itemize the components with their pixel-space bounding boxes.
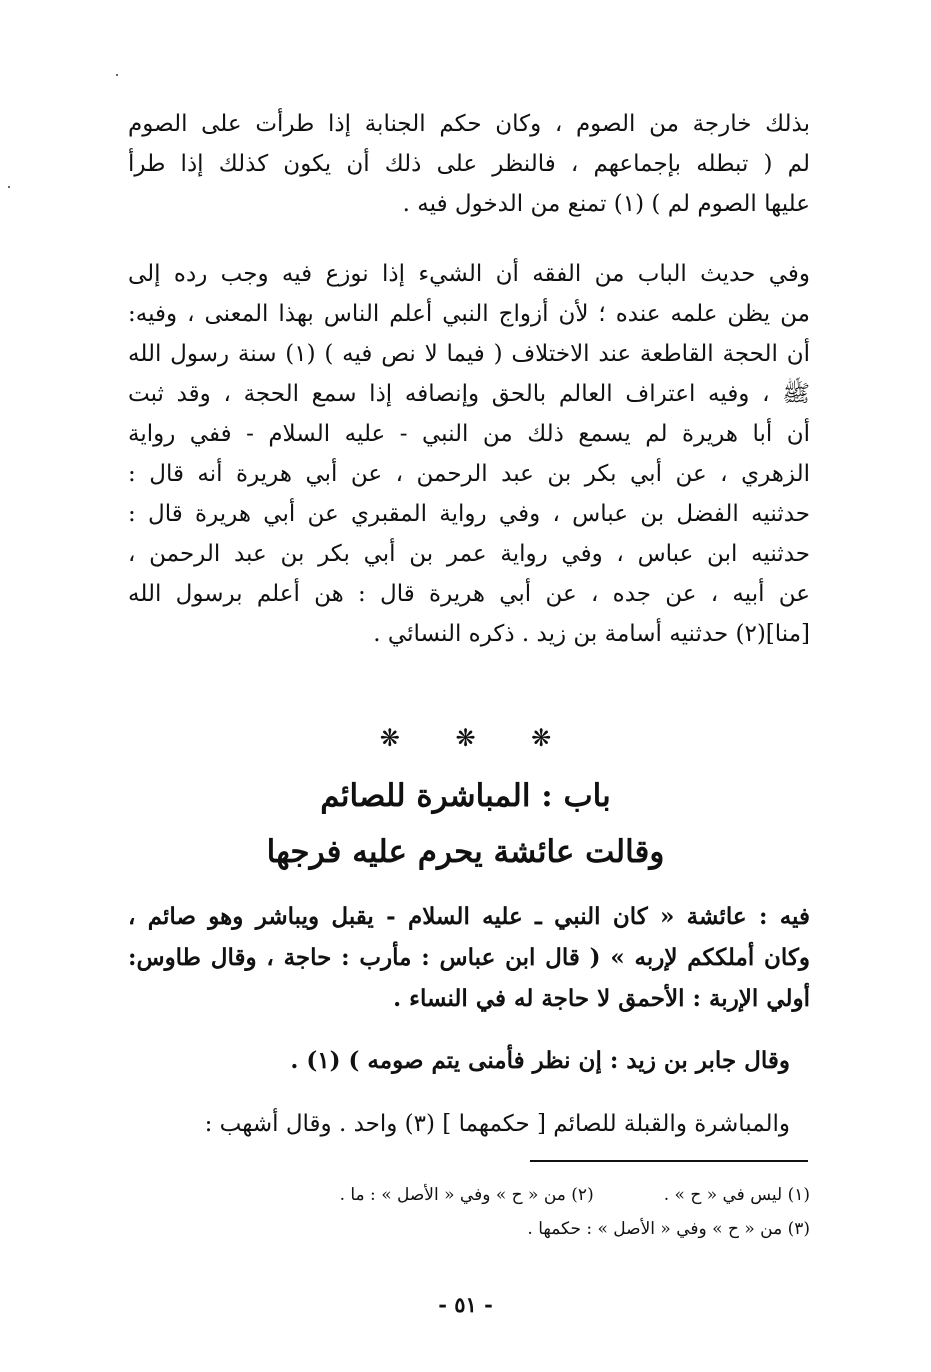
text-line: ﷺ ، وفيه اعتراف العالم بالحق وإنصافه إذا سمع الحجة ، وقد ثبت	[128, 381, 810, 407]
text-line: أولي الإربة : الأحمق لا حاجة له في النساء .	[393, 985, 810, 1012]
footnote-1: (١) ليس في « ح » .	[663, 1185, 810, 1205]
page-number: - ٥١ -	[438, 1292, 493, 1317]
text-line: أن أبا هريرة لم يسمع ذلك من النبي - عليه السلام - ففي رواية	[128, 421, 810, 447]
footnote-row	[180, 1212, 810, 1246]
footnote-3: (٣) من « ح » وفي « الأصل » : حكمها .	[527, 1219, 810, 1239]
text-line: عن أبيه ، عن جده ، عن أبي هريرة قال : هن أعلم برسول الله	[128, 581, 810, 607]
chapter-subtitle: وقالت عائشة يحرم عليه فرجها	[266, 834, 665, 870]
footnote-divider	[530, 1160, 808, 1162]
text-line: الزهري ، عن أبي بكر بن عبد الرحمن ، عن أبي هريرة أنه قال :	[128, 461, 810, 487]
section-separator: ❋ ❋ ❋	[379, 724, 552, 752]
paragraph-5	[128, 1104, 790, 1144]
footnote-2: (٢) من « ح » وفي « الأصل » : ما .	[339, 1185, 594, 1205]
text-line: حدثنيه الفضل بن عباس ، وفي رواية المقبري عن أبي هريرة قال :	[128, 501, 810, 527]
text-line: من يظن علمه عنده ؛ لأن أزواج النبي أعلم الناس بهذا المعنى ، وفيه:	[128, 301, 810, 327]
text-line: حدثنيه ابن عباس ، وفي رواية عمر بن أبي بكر بن عبد الرحمن ،	[128, 541, 810, 567]
scan-speck	[8, 186, 10, 188]
text-line: [منا](٢) حدثنيه أسامة بن زيد . ذكره النسائي .	[373, 621, 810, 647]
text-line: عليها الصوم لم ) (١) تمنع من الدخول فيه .	[402, 191, 810, 217]
text-line: فيه : عائشة « كان النبي ـ عليه السلام - يقبل ويباشر وهو صائم ،	[128, 903, 810, 930]
paragraph-2	[128, 254, 810, 654]
footnotes	[180, 1178, 810, 1246]
text-line: وقال جابر بن زيد : إن نظر فأمنى يتم صومه ) (١) .	[290, 1047, 790, 1074]
text-line: والمباشرة والقبلة للصائم [ حكمهما ] (٣) واحد . وقال أشهب :	[204, 1111, 790, 1137]
paragraph-4	[128, 1040, 790, 1081]
text-line: وكان أملككم لإربه » ( قال ابن عباس : مأرب : حاجة ، وقال طاوس:	[128, 944, 810, 971]
text-line: بذلك خارجة من الصوم ، وكان حكم الجنابة إذا طرأت على الصوم	[128, 111, 810, 137]
footnote-row	[180, 1178, 810, 1212]
text-line: وفي حديث الباب من الفقه أن الشيء إذا نوزع فيه وجب رده إلى	[128, 261, 810, 287]
paragraph-1	[128, 104, 810, 224]
text-line: لم ( تبطله بإجماعهم ، فالنظر على ذلك أن يكون كذلك إذا طرأ	[128, 151, 810, 177]
scan-speck	[116, 74, 118, 76]
paragraph-3	[128, 896, 810, 1019]
chapter-title: باب : المباشرة للصائم	[320, 778, 611, 814]
text-line: أن الحجة القاطعة عند الاختلاف ( فيما لا نص فيه ) (١) سنة رسول الله	[128, 341, 810, 367]
